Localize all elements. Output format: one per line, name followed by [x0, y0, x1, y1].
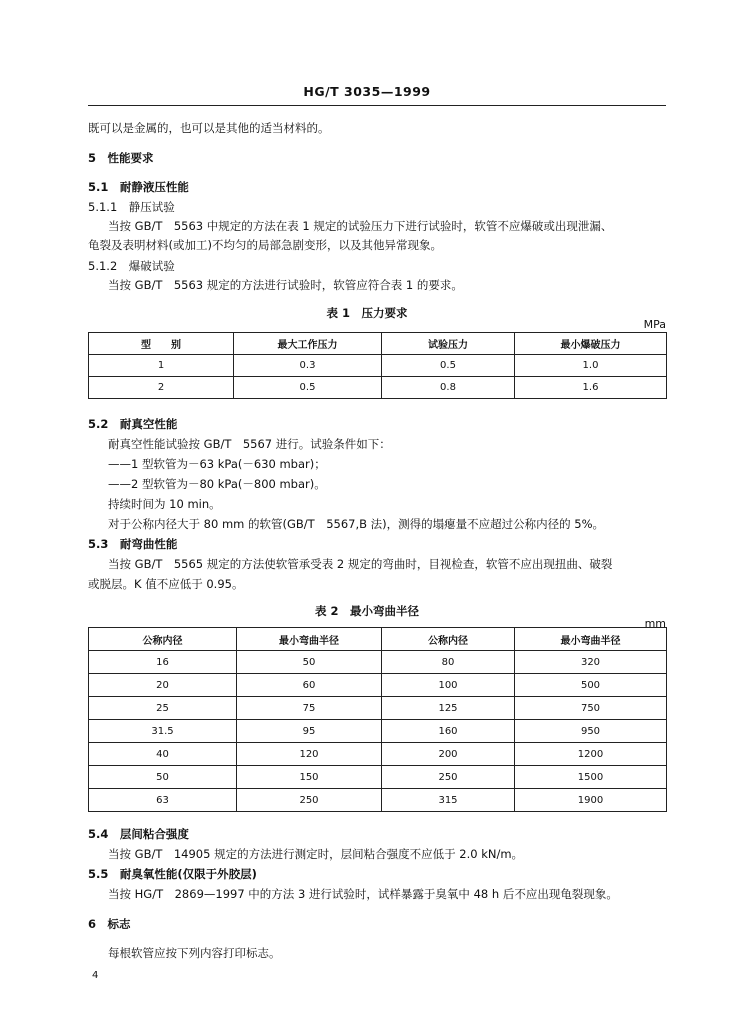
table2-cell: 75 [237, 697, 382, 720]
table1-cell: 1 [89, 355, 234, 377]
table-row [89, 720, 667, 743]
table-row [89, 377, 667, 399]
table2-cell: 750 [515, 697, 667, 720]
continuation-line: 既可以是金属的，也可以是其他的适当材料的。 [88, 121, 330, 135]
table2-cell: 100 [382, 674, 515, 697]
table1-unit: MPa [643, 318, 666, 331]
table1-header-cell: 最大工作压力 [234, 333, 382, 355]
table2-cell: 95 [237, 720, 382, 743]
table2-cell: 25 [89, 697, 237, 720]
table2-cell: 320 [515, 651, 667, 674]
table-row [89, 355, 667, 377]
section-5-heading: 5 性能要求 [88, 151, 154, 165]
section-6-heading: 6 标志 [88, 917, 131, 931]
section-5-4-heading: 5.4 层间粘合强度 [88, 827, 189, 841]
table2-header-row [89, 628, 667, 651]
table2 [88, 627, 667, 812]
table-row [89, 766, 667, 789]
section-5-1-1-heading: 5.1.1 静压试验 [88, 200, 175, 214]
table2-cell: 63 [89, 789, 237, 812]
section-5-5-heading: 5.5 耐臭氧性能(仅限于外胶层) [88, 867, 257, 881]
table2-cell: 200 [382, 743, 515, 766]
table2-unit: mm [644, 617, 666, 630]
table2-cell: 16 [89, 651, 237, 674]
table1-cell: 2 [89, 377, 234, 399]
table2-header-cell: 公称内径 [89, 628, 237, 651]
table1-header-row [89, 333, 667, 355]
table1-cell: 0.3 [234, 355, 382, 377]
table1-header-cell: 型 别 [89, 333, 234, 355]
table1-caption: 表 1 压力要求 [326, 306, 408, 320]
table2-header-cell: 最小弯曲半径 [515, 628, 667, 651]
table2-cell: 150 [237, 766, 382, 789]
section-5-3-heading: 5.3 耐弯曲性能 [88, 537, 178, 551]
table-row [89, 674, 667, 697]
para-5-3-line1: 当按 GB/T 5565 规定的方法使软管承受表 2 规定的弯曲时，目视检查，软管不应出现扭曲、破裂 [108, 557, 613, 571]
table2-cell: 1200 [515, 743, 667, 766]
table-row [89, 743, 667, 766]
table2-cell: 950 [515, 720, 667, 743]
table2-cell: 50 [237, 651, 382, 674]
section-5-2-heading: 5.2 耐真空性能 [88, 417, 178, 431]
table2-header-cell: 最小弯曲半径 [237, 628, 382, 651]
table1-cell: 0.5 [234, 377, 382, 399]
table2-cell: 125 [382, 697, 515, 720]
para-5-2-line4: 持续时间为 10 min。 [108, 497, 221, 511]
para-6: 每根软管应按下列内容打印标志。 [108, 946, 281, 960]
para-5-4: 当按 GB/T 14905 规定的方法进行测定时，层间粘合强度不应低于 2.0 kN/m。 [108, 847, 524, 861]
table2-cell: 1900 [515, 789, 667, 812]
para-5-1-1-line1: 当按 GB/T 5563 中规定的方法在表 1 规定的试验压力下进行试验时，软管不应爆破或出现泄漏、 [108, 219, 613, 233]
table2-cell: 500 [515, 674, 667, 697]
section-5-1-heading: 5.1 耐静液压性能 [88, 180, 189, 194]
para-5-3-line2: 或脱层。K 值不应低于 0.95。 [88, 577, 244, 591]
table2-cell: 315 [382, 789, 515, 812]
table1-cell: 1.0 [515, 355, 667, 377]
table1-header-cell: 最小爆破压力 [515, 333, 667, 355]
page-number: 4 [92, 970, 99, 981]
para-5-1-2: 当按 GB/T 5563 规定的方法进行试验时，软管应符合表 1 的要求。 [108, 278, 463, 292]
para-5-2-line2: ——1 型软管为－63 kPa(－630 mbar)； [108, 457, 326, 471]
table2-cell: 160 [382, 720, 515, 743]
para-5-2-line1: 耐真空性能试验按 GB/T 5567 进行。试验条件如下： [108, 437, 391, 451]
section-5-1-2-heading: 5.1.2 爆破试验 [88, 259, 175, 273]
standard-header: HG/T 3035—1999 [303, 84, 431, 99]
table2-cell: 60 [237, 674, 382, 697]
table2-cell: 80 [382, 651, 515, 674]
table1-cell: 1.6 [515, 377, 667, 399]
table2-header-cell: 公称内径 [382, 628, 515, 651]
table2-cell: 20 [89, 674, 237, 697]
header-rule [88, 105, 666, 106]
para-5-5: 当按 HG/T 2869—1997 中的方法 3 进行试验时，试样暴露于臭氧中 48 h 后不应出现龟裂现象。 [108, 887, 618, 901]
table-row [89, 651, 667, 674]
table2-caption: 表 2 最小弯曲半径 [314, 604, 419, 618]
para-5-2-line3: ——2 型软管为－80 kPa(－800 mbar)。 [108, 477, 326, 491]
table2-cell: 250 [237, 789, 382, 812]
table-row [89, 697, 667, 720]
para-5-2-line5: 对于公称内径大于 80 mm 的软管(GB/T 5567,B 法)，测得的塌瘪量不应超过公称内径的 5%。 [108, 517, 605, 531]
table2-cell: 40 [89, 743, 237, 766]
para-5-1-1-line2: 龟裂及表明材料(或加工)不均匀的局部急剧变形，以及其他异常现象。 [88, 238, 442, 252]
table2-cell: 31.5 [89, 720, 237, 743]
table2-cell: 50 [89, 766, 237, 789]
table2-cell: 120 [237, 743, 382, 766]
table1-cell: 0.8 [382, 377, 515, 399]
table2-cell: 250 [382, 766, 515, 789]
table-row [89, 789, 667, 812]
table2-cell: 1500 [515, 766, 667, 789]
table1-cell: 0.5 [382, 355, 515, 377]
table1-header-cell: 试验压力 [382, 333, 515, 355]
table1 [88, 332, 667, 399]
